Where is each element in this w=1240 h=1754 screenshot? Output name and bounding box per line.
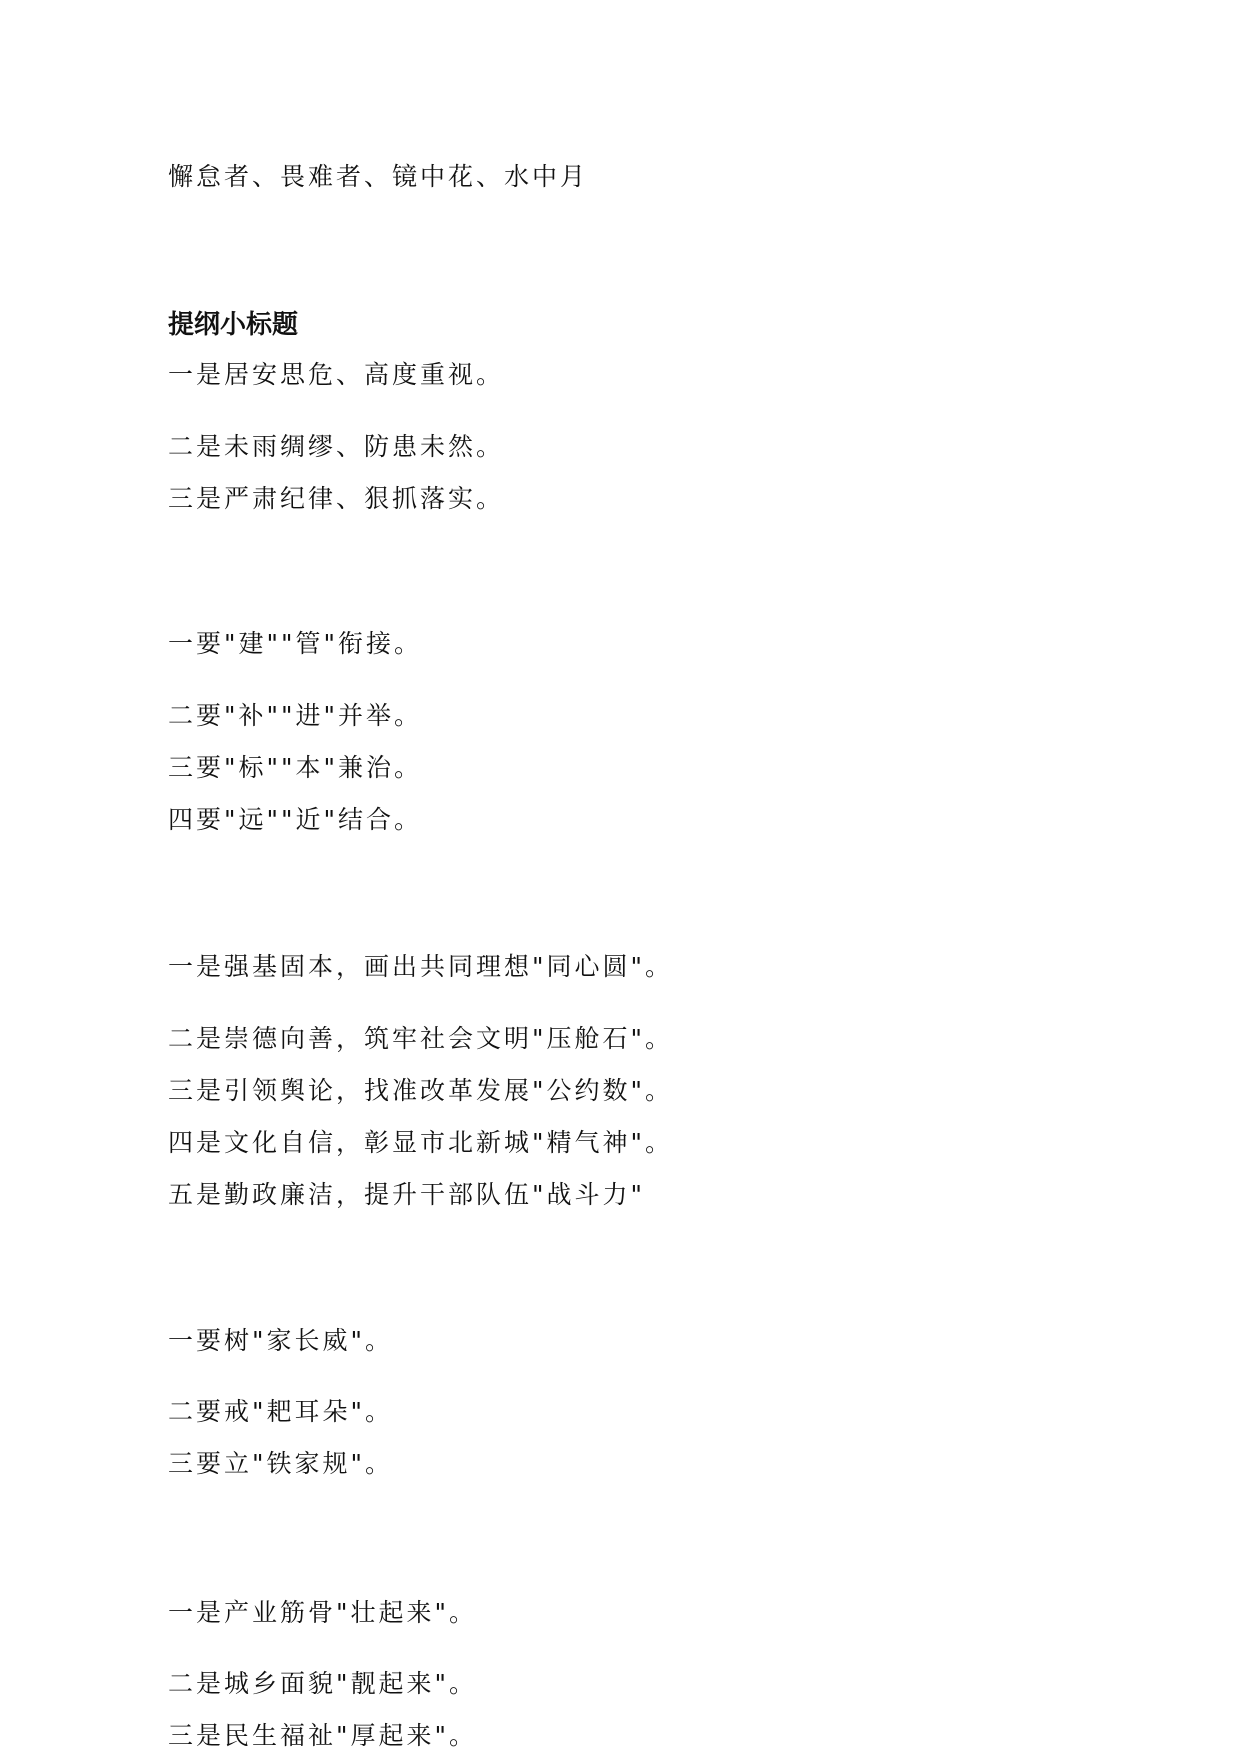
outline-item: 一要树"家长威"。 — [168, 1326, 393, 1355]
outline-item: 一要"建""管"衔接。 — [168, 629, 422, 658]
outline-heading: 提纲小标题 — [168, 310, 299, 340]
outline-item: 三是民生福祉"厚起来"。 — [168, 1721, 477, 1750]
outline-item: 一是强基固本，画出共同理想"同心圆"。 — [168, 952, 673, 981]
outline-item: 一是居安思危、高度重视。 — [168, 360, 505, 389]
intro-line: 懈怠者、畏难者、镜中花、水中月 — [168, 162, 589, 191]
outline-item: 二是城乡面貌"靓起来"。 — [168, 1669, 477, 1698]
outline-item: 二要戒"耙耳朵"。 — [168, 1397, 393, 1426]
outline-item: 五是勤政廉洁，提升干部队伍"战斗力" — [168, 1180, 645, 1209]
outline-item: 二是崇德向善，筑牢社会文明"压舱石"。 — [168, 1024, 673, 1053]
outline-item: 一是产业筋骨"壮起来"。 — [168, 1598, 477, 1627]
outline-item: 四是文化自信，彰显市北新城"精气神"。 — [168, 1128, 673, 1157]
outline-item: 三是严肃纪律、狠抓落实。 — [168, 484, 505, 513]
outline-item: 二是未雨绸缪、防患未然。 — [168, 432, 505, 461]
outline-item: 三要立"铁家规"。 — [168, 1449, 393, 1478]
outline-item: 四要"远""近"结合。 — [168, 805, 422, 834]
outline-item: 二要"补""进"并举。 — [168, 701, 422, 730]
outline-item: 三要"标""本"兼治。 — [168, 753, 422, 782]
outline-item: 三是引领舆论，找准改革发展"公约数"。 — [168, 1076, 673, 1105]
